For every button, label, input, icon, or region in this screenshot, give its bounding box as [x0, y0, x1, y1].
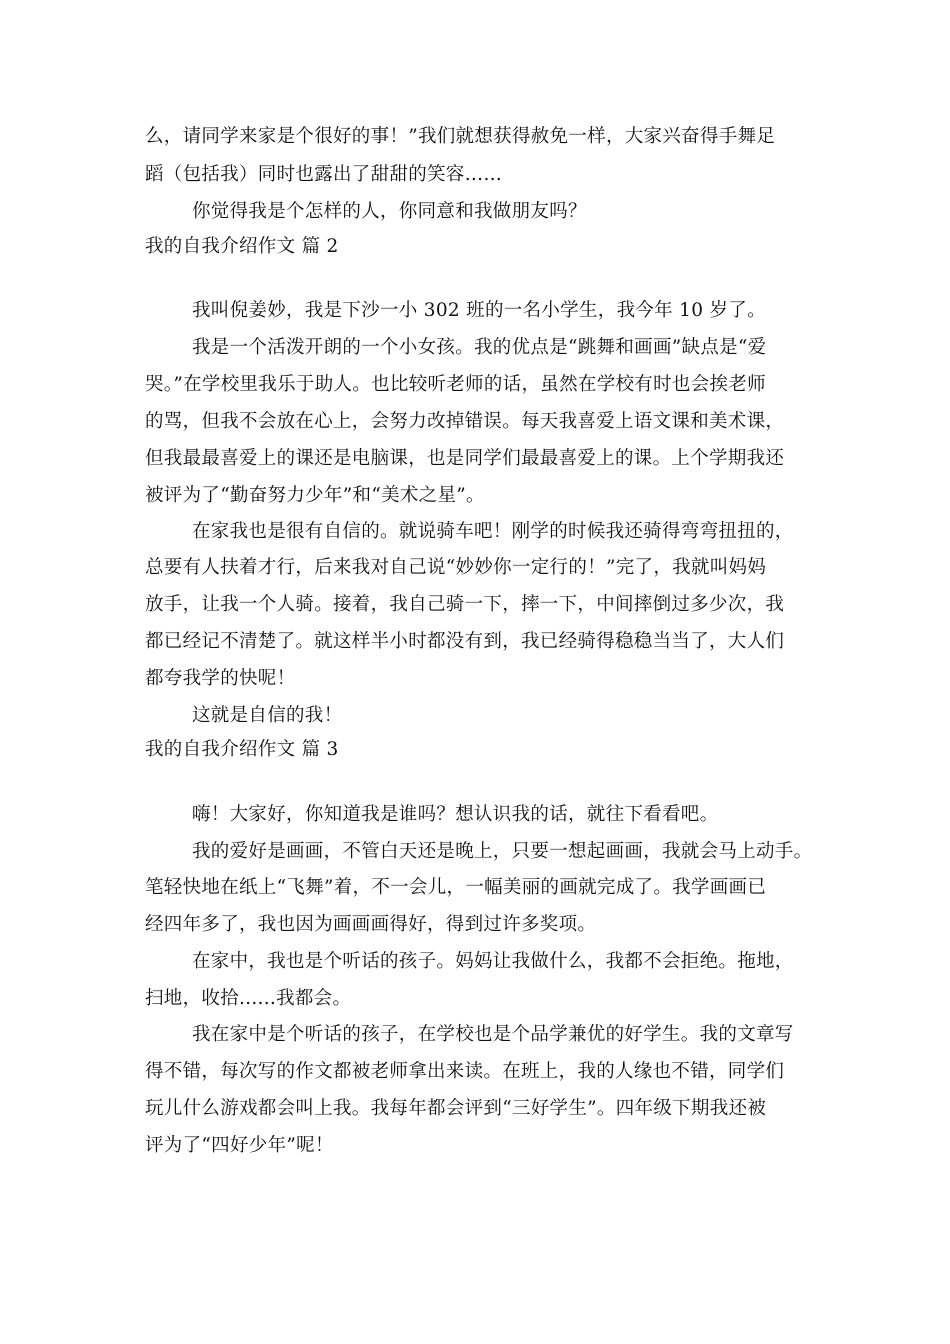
- paragraph-line: 哭。”在学校里我乐于助人。也比较听老师的话，虽然在学校有时也会挨老师: [145, 374, 766, 395]
- paragraph-line: 么，请同学来家是个很好的事！”我们就想获得赦免一样，大家兴奋得手舞足: [145, 126, 776, 147]
- paragraph-line: 蹈（包括我）同时也露出了甜甜的笑容……: [145, 164, 503, 185]
- section-heading: 我的自我介绍作文 篇 2: [145, 236, 339, 257]
- paragraph-line: 经四年多了，我也因为画画画得好，得到过许多奖项。: [145, 914, 597, 935]
- paragraph-line: 被评为了“勤奋努力少年”和“美术之星”。: [145, 485, 485, 506]
- paragraph-line: 但我最最喜爱上的课还是电脑课，也是同学们最最喜爱上的课。上个学期我还: [145, 448, 785, 469]
- paragraph-line: 玩儿什么游戏都会叫上我。我每年都会评到“三好学生”。四年级下期我还被: [145, 1098, 767, 1119]
- paragraph-line: 都夸我学的快呢！: [145, 668, 296, 689]
- paragraph-line: 的骂，但我不会放在心上，会努力改掉错误。每天我喜爱上语文课和美术课，: [145, 411, 785, 432]
- paragraph-line: 我叫倪姜妙，我是下沙一小 302 班的一名小学生，我今年 10 岁了。: [192, 300, 766, 321]
- paragraph-line: 扫地，收拾......我都会。: [145, 988, 352, 1009]
- paragraph-line: 嗨！大家好，你知道我是谁吗？想认识我的话，就往下看看吧。: [192, 804, 719, 825]
- paragraph-line: 得不错，每次写的作文都被老师拿出来读。在班上，我的人缘也不错，同学们: [145, 1061, 785, 1082]
- paragraph-line: 都已经记不清楚了。就这样半小时都没有到，我已经骑得稳稳当当了，大人们: [145, 631, 785, 652]
- paragraph-line: 总要有人扶着才行，后来我对自己说“妙妙你一定行的！”完了，我就叫妈妈: [145, 557, 767, 578]
- paragraph-line: 你觉得我是个怎样的人，你同意和我做朋友吗？: [192, 201, 587, 222]
- paragraph-line: 我的爱好是画画，不管白天还是晚上，只要一想起画画，我就会马上动手。: [192, 841, 813, 862]
- paragraph-line: 这就是自信的我！: [192, 705, 343, 726]
- paragraph-line: 在家中，我也是个听话的孩子。妈妈让我做什么，我都不会拒绝。拖地，: [192, 951, 794, 972]
- paragraph-line: 放手，让我一个人骑。接着，我自己骑一下，摔一下，中间摔倒过多少次，我: [145, 594, 785, 615]
- paragraph-line: 评为了“四好少年”呢！: [145, 1135, 334, 1156]
- section-heading: 我的自我介绍作文 篇 3: [145, 739, 339, 760]
- paragraph-line: 笔轻快地在纸上“飞舞”着，不一会儿，一幅美丽的画就完成了。我学画画已: [145, 877, 767, 898]
- paragraph-line: 我在家中是个听话的孩子，在学校也是个品学兼优的好学生。我的文章写: [192, 1024, 794, 1045]
- paragraph-line: 在家我也是很有自信的。就说骑车吧！刚学的时候我还骑得弯弯扭扭的，: [192, 521, 794, 542]
- paragraph-line: 我是一个活泼开朗的一个小女孩。我的优点是“跳舞和画画”缺点是“爱: [192, 337, 767, 358]
